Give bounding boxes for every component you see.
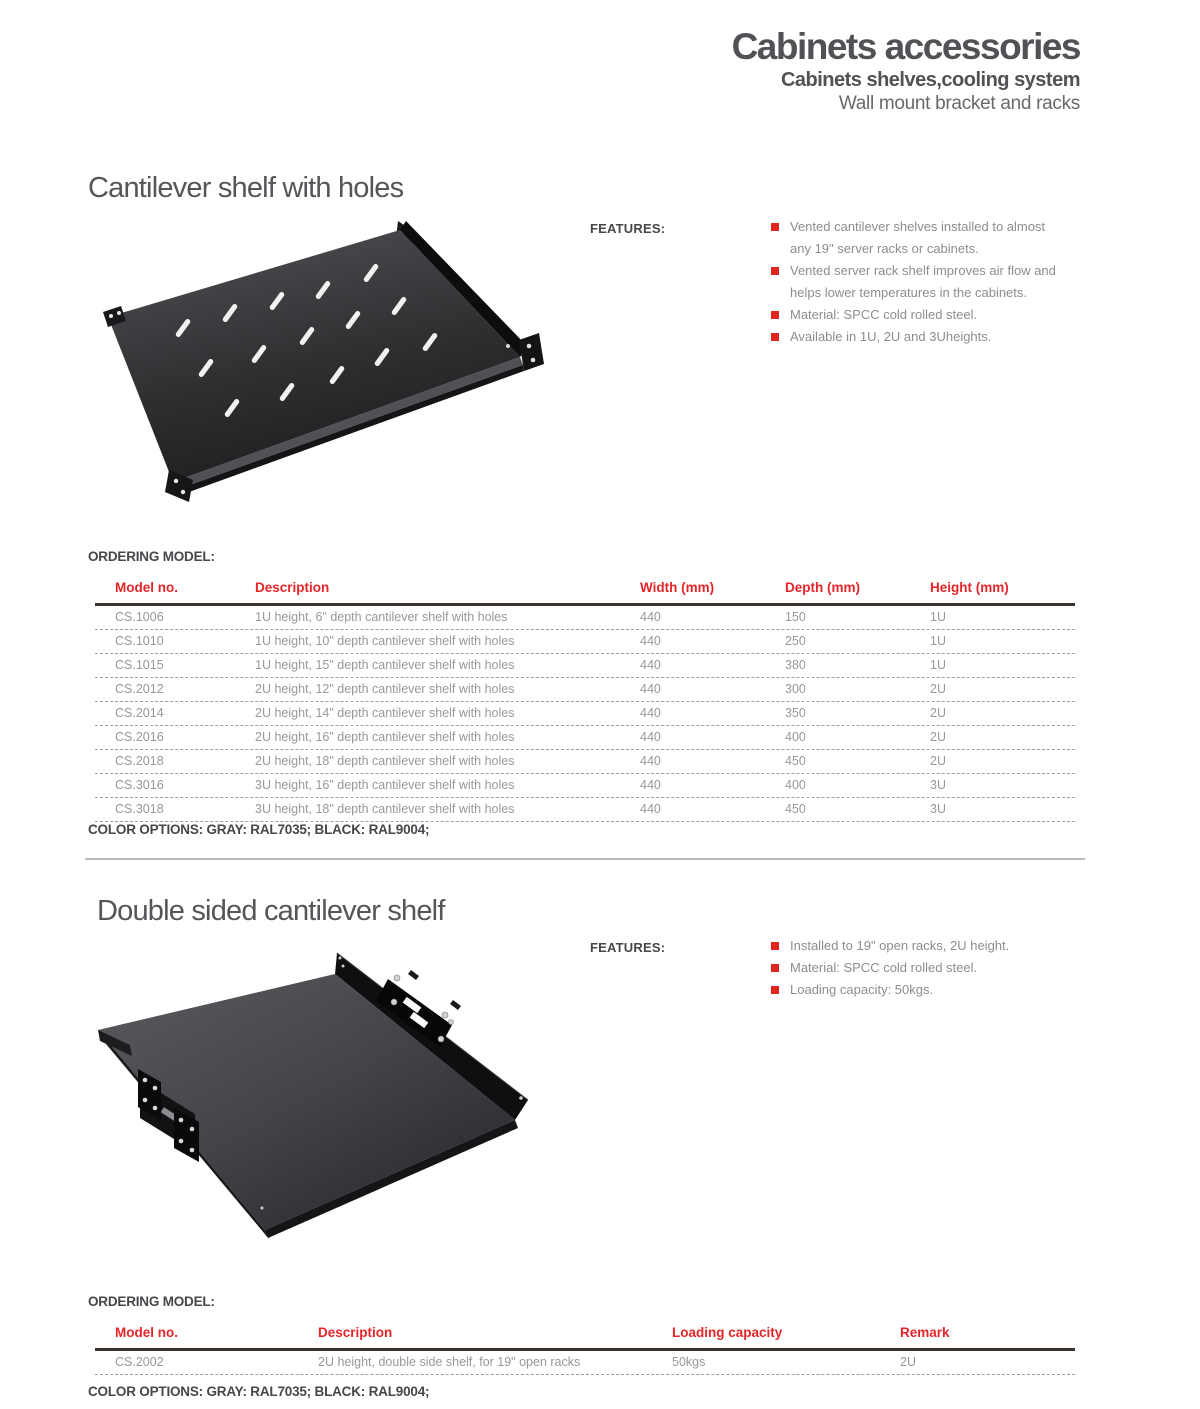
table-cell: 1U bbox=[930, 634, 946, 648]
column-header: Loading capacity bbox=[672, 1325, 783, 1340]
double-sided-shelf-photo bbox=[85, 952, 550, 1247]
column-header: Remark bbox=[900, 1325, 950, 1340]
table-cell: 3U height, 16" depth cantilever shelf with holes bbox=[255, 778, 515, 792]
section2-title: Double sided cantilever shelf bbox=[97, 895, 445, 927]
column-header: Depth (mm) bbox=[785, 580, 860, 595]
table-cell: 1U height, 6" depth cantilever shelf with holes bbox=[255, 610, 508, 624]
table-cell: 2U height, 14" depth cantilever shelf with holes bbox=[255, 706, 515, 720]
table-cell: 440 bbox=[640, 634, 661, 648]
table-cell: 350 bbox=[785, 706, 806, 720]
feature-text: Vented server rack shelf improves air flow and helps lower temperatures in the cabinets. bbox=[790, 263, 1056, 300]
table-row bbox=[95, 606, 1075, 630]
column-header: Width (mm) bbox=[640, 580, 715, 595]
table-cell: 2U bbox=[930, 754, 946, 768]
cantilever-shelf-photo bbox=[95, 218, 550, 508]
table-cell: 150 bbox=[785, 610, 806, 624]
table-cell: CS.2002 bbox=[115, 1355, 164, 1369]
table-cell: 440 bbox=[640, 658, 661, 672]
table-cell: 450 bbox=[785, 754, 806, 768]
ordering-table bbox=[95, 1319, 1075, 1375]
feature-text: Available in 1U, 2U and 3Uheights. bbox=[790, 329, 992, 344]
table-header-row bbox=[95, 574, 1075, 603]
column-header: Description bbox=[318, 1325, 393, 1340]
features-label: FEATURES: bbox=[590, 940, 666, 955]
bullet-square-icon bbox=[771, 964, 779, 972]
page-subtitle: Cabinets shelves,cooling system bbox=[780, 69, 1080, 91]
table-cell: CS.2018 bbox=[115, 754, 164, 768]
table-cell: 2U height, 16" depth cantilever shelf with holes bbox=[255, 730, 515, 744]
feature-text: Loading capacity: 50kgs. bbox=[790, 982, 934, 997]
table-cell: 3U height, 18" depth cantilever shelf with holes bbox=[255, 802, 515, 816]
table-row bbox=[95, 798, 1075, 822]
table-cell: CS.1015 bbox=[115, 658, 164, 672]
ordering-model-label: ORDERING MODEL: bbox=[88, 1294, 215, 1309]
features-list bbox=[771, 935, 1063, 1001]
table-cell: 2U bbox=[930, 730, 946, 744]
table-row bbox=[95, 654, 1075, 678]
table-cell: 2U bbox=[900, 1355, 916, 1369]
ordering-model-label: ORDERING MODEL: bbox=[88, 549, 215, 564]
table-cell: 1U bbox=[930, 658, 946, 672]
feature-item bbox=[771, 326, 1063, 348]
table-cell: 440 bbox=[640, 706, 661, 720]
bullet-square-icon bbox=[771, 942, 779, 950]
table-cell: 1U height, 15" depth cantilever shelf with holes bbox=[255, 658, 515, 672]
bullet-square-icon bbox=[771, 267, 779, 275]
table-row bbox=[95, 726, 1075, 750]
table-cell: 440 bbox=[640, 802, 661, 816]
table-cell: 50kgs bbox=[672, 1355, 706, 1369]
table-cell: 2U height, 12" depth cantilever shelf with holes bbox=[255, 682, 515, 696]
table-row bbox=[95, 702, 1075, 726]
table-row bbox=[95, 774, 1075, 798]
table-cell: 440 bbox=[640, 778, 661, 792]
table-cell: 2U height, 18" depth cantilever shelf with holes bbox=[255, 754, 515, 768]
column-header: Model no. bbox=[115, 1325, 178, 1340]
feature-item bbox=[771, 957, 1063, 979]
features-label: FEATURES: bbox=[590, 221, 666, 236]
table-cell: 400 bbox=[785, 778, 806, 792]
column-header: Description bbox=[255, 580, 330, 595]
features-list bbox=[771, 216, 1063, 348]
feature-item bbox=[771, 979, 1063, 1001]
page-header bbox=[732, 26, 1080, 116]
table-cell: 450 bbox=[785, 802, 806, 816]
table-cell: 3U bbox=[930, 778, 946, 792]
table-cell: 1U height, 10" depth cantilever shelf with holes bbox=[255, 634, 515, 648]
bullet-square-icon bbox=[771, 986, 779, 994]
feature-text: Material: SPCC cold rolled steel. bbox=[790, 960, 978, 975]
feature-text: Installed to 19" open racks, 2U height. bbox=[790, 938, 1010, 953]
table-cell: 440 bbox=[640, 610, 661, 624]
color-options-note: COLOR OPTIONS: GRAY: RAL7035; BLACK: RAL9004; bbox=[88, 1384, 430, 1399]
feature-text: Material: SPCC cold rolled steel. bbox=[790, 307, 978, 322]
table-cell: CS.3016 bbox=[115, 778, 164, 792]
section-divider bbox=[85, 858, 1085, 860]
table-body bbox=[95, 1348, 1075, 1375]
page-tagline: Wall mount bracket and racks bbox=[838, 93, 1080, 114]
feature-item bbox=[771, 260, 1063, 304]
ordering-table bbox=[95, 574, 1075, 822]
table-cell: 3U bbox=[930, 802, 946, 816]
table-row bbox=[95, 630, 1075, 654]
bullet-square-icon bbox=[771, 223, 779, 231]
table-cell: 1U bbox=[930, 610, 946, 624]
color-options-note: COLOR OPTIONS: GRAY: RAL7035; BLACK: RAL9004; bbox=[88, 822, 430, 837]
table-cell: 440 bbox=[640, 682, 661, 696]
table-cell: CS.2012 bbox=[115, 682, 164, 696]
table-header-row bbox=[95, 1319, 1075, 1348]
table-row bbox=[95, 1351, 1075, 1375]
page-title: Cabinets accessories bbox=[731, 26, 1080, 67]
table-cell: 250 bbox=[785, 634, 806, 648]
bullet-square-icon bbox=[771, 311, 779, 319]
feature-item bbox=[771, 304, 1063, 326]
table-cell: 2U bbox=[930, 682, 946, 696]
table-cell: CS.3018 bbox=[115, 802, 164, 816]
feature-text: Vented cantilever shelves installed to almost any 19" server racks or cabinets. bbox=[790, 219, 1046, 256]
table-cell: 2U bbox=[930, 706, 946, 720]
table-cell: 2U height, double side shelf, for 19" open racks bbox=[318, 1355, 581, 1369]
feature-item bbox=[771, 935, 1063, 957]
table-cell: CS.2014 bbox=[115, 706, 164, 720]
column-header: Height (mm) bbox=[930, 580, 1009, 595]
table-cell: CS.2016 bbox=[115, 730, 164, 744]
table-body bbox=[95, 603, 1075, 822]
table-cell: 440 bbox=[640, 754, 661, 768]
table-cell: CS.1006 bbox=[115, 610, 164, 624]
table-row bbox=[95, 678, 1075, 702]
section1-title: Cantilever shelf with holes bbox=[88, 172, 404, 204]
table-cell: CS.1010 bbox=[115, 634, 164, 648]
table-cell: 440 bbox=[640, 730, 661, 744]
column-header: Model no. bbox=[115, 580, 178, 595]
table-cell: 400 bbox=[785, 730, 806, 744]
table-cell: 300 bbox=[785, 682, 806, 696]
bullet-square-icon bbox=[771, 333, 779, 341]
table-cell: 380 bbox=[785, 658, 806, 672]
feature-item bbox=[771, 216, 1063, 260]
table-row bbox=[95, 750, 1075, 774]
